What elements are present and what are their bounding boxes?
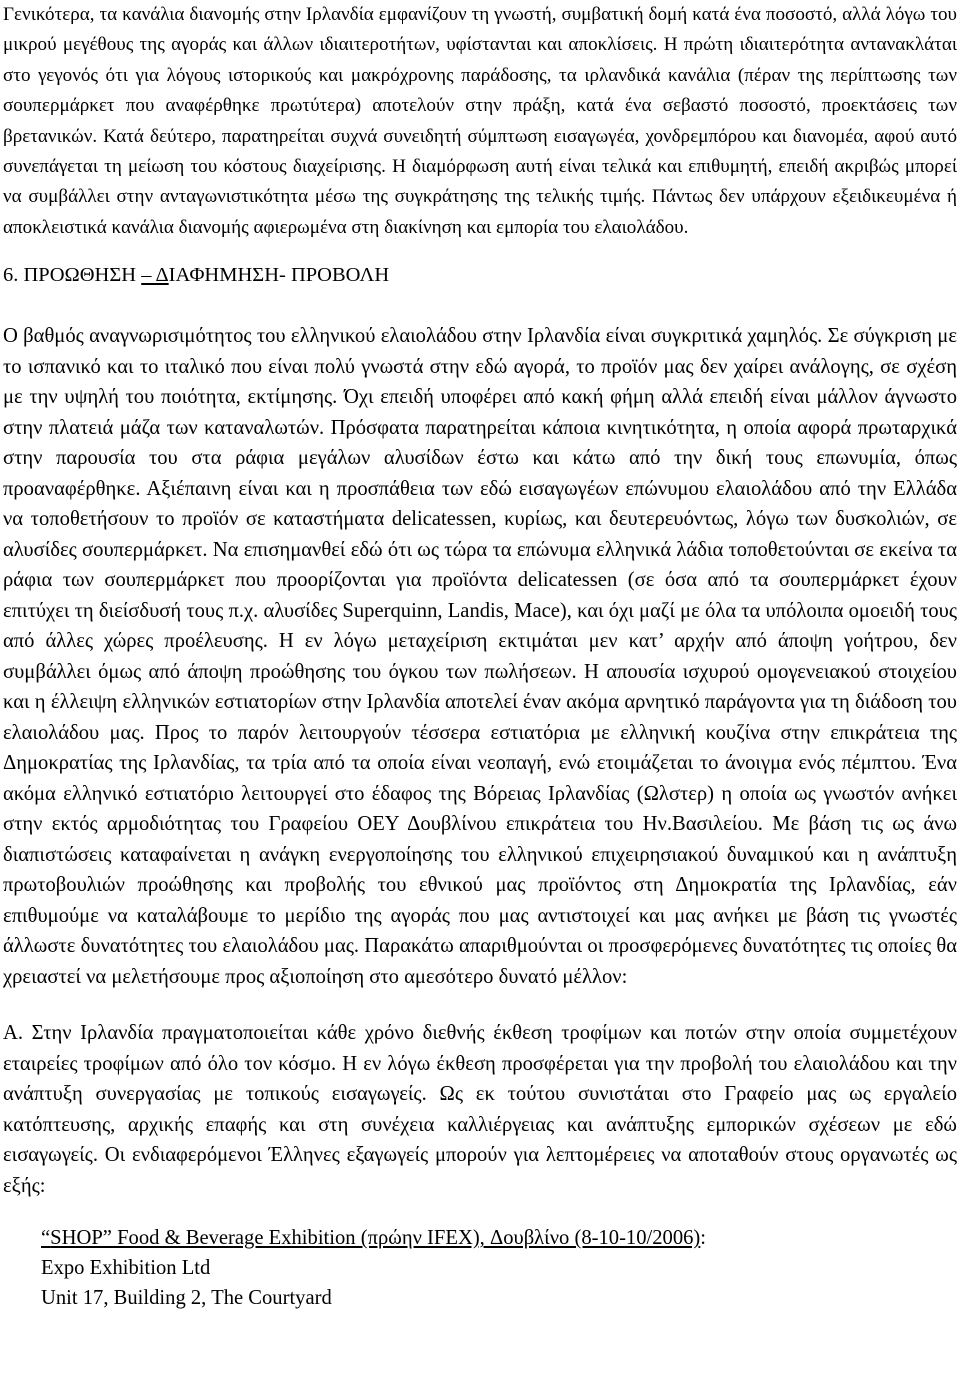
exhibition-title: SHOP” Food & Beverage Exhibition (πρώην IFEX), Δουβλίνο (8-10-10/2006): [50, 1227, 701, 1250]
exhibition-address-block: [3, 1223, 957, 1313]
exhibition-title-line: [41, 1223, 957, 1253]
paragraph-exhibition: Α. Στην Ιρλανδία πραγματοποιείται κάθε χρόνο διεθνής έκθεση τροφίμων και ποτών στην οποία συμμετέχουν εταιρείες τροφίμων από όλο τον κόσμο. Η εν λόγω έκθεση προσφέρεται για την προβολή του ελαιολάδου και την ανάπτυξη συνεργασίας με τοπικούς εισαγωγείς. Ως εκ τούτου συνιστάται στο Γραφείο μας ως εργαλείο κατόπτευσης, αρχικής επαφής και στη συνέχεια καλλιέργειας και ανάπτυξης εμπορικών σχέσεων με εδώ εισαγωγείς. Οι ενδιαφερόμενοι Έλληνες εξαγωγείς μπορούν για λεπτομέρειες να αποταθούν στους οργανωτές ως εξής:: [3, 1022, 957, 1197]
exhibition-title-prefix: “: [41, 1227, 51, 1250]
paragraph-distribution-channels: Γενικότερα, τα κανάλια διανομής στην Ιρλανδία εμφανίζουν τη γνωστή, συμβατική δομή κατά ένα ποσοστό, αλλά λόγω του μικρού μεγέθους της αγοράς και άλλων ιδιαιτεροτήτων, υφίστανται και αποκλίσεις. Η πρώτη ιδιαιτερότητα αντανακλάται στο γεγονός ότι για λόγους ιστορικούς και μακρόχρονης παράδοσης, τα ιρλανδικά κανάλια (πέραν της περίπτωσης των σουπερμάρκετ που αναφέρθηκε πρωτύτερα) αποτελούν στην πράξη, κατά ένα σεβαστό ποσοστό, προεκτάσεις των βρετανικών. Κατά δεύτερο, παρατηρείται συχνά συνειδητή σύμπτωση εισαγωγέα, χονδρεμπόρου και διανομέα, αφού αυτό συνεπάγεται τη μείωση του κόστους διαχείρισης. Η διαμόρφωση αυτή είναι τελικά και επιθυμητή, επειδή ακριβώς μπορεί να συμβάλλει στην ανταγωνιστικότητα μέσω της συγκράτησης της τελικής τιμής. Πάντως δεν υπάρχουν εξειδικευμένα ή αποκλειστικά κανάλια διανομής αφιερωμένα στη διακίνηση και εμπορία του ελαιολάδου.: [3, 4, 957, 238]
exhibition-title-suffix: :: [700, 1227, 707, 1250]
heading-part-1: 6. ΠΡΟΩΘΗΣΗ: [3, 264, 142, 287]
address-line-unit: Unit 17, Building 2, The Courtyard: [41, 1287, 332, 1310]
heading-part-2: ΙΑΦΗΜΗΣΗ- ΠΡΟΒΟΛΗ: [168, 264, 390, 287]
address-line-company: Expo Exhibition Ltd: [41, 1257, 211, 1280]
section-heading: [3, 260, 957, 290]
heading-part-underlined: – Δ: [141, 264, 169, 287]
paragraph-promotion: Ο βαθμός αναγνωρισιμότητος του ελληνικού ελαιολάδου στην Ιρλανδία είναι συγκριτικά χαμηλός. Σε σύγκριση με το ισπανικό και το ιταλικό που είναι πολύ γνωστά στην εδώ αγορά, το προϊόν μας δεν χαίρει ανάλογης, σε σχέση με την υψηλή του ποιότητα, εκτίμησης. Όχι επειδή υποφέρει από κακή φήμη αλλά επειδή είναι μάλλον άγνωστο στην πλατειά μάζα των καταναλωτών. Πρόσφατα παρατηρείται κάποια κινητικότητα, η οποία αφορά πρωταρχικά στην παρουσία του στα ράφια μεγάλων αλυσίδων έστω και κάτω από την δική τους επωνυμία, όπως προαναφέρθηκε. Αξιέπαινη είναι και η προσπάθεια των εδώ εισαγωγέων επώνυμου ελαιολάδου από την Ελλάδα να τοποθετήσουν το προϊόν σε καταστήματα delicatessen, κυρίως, και δευτερευόντως, λόγω των δυσκολιών, σε αλυσίδες σουπερμάρκετ. Να επισημανθεί εδώ ότι ως τώρα τα επώνυμα ελληνικά λάδια τοποθετούνται σε εκείνα τα ράφια των σουπερμάρκετ που προορίζονται για προϊόντα delicatessen (σε όσα από τα σουπερμάρκετ έχουν επιτύχει τη διείσδυσή τους π.χ. αλυσίδες Superquinn, Landis, Mace), και όχι μαζί με όλα τα υπόλοιπα ομοειδή τους από άλλες χώρες προέλευσης. Η εν λόγω μεταχείριση εκτιμάται μεν κατ’ αρχήν από άποψη γοήτρου, δεν συμβάλλει όμως από άποψη προώθησης του όγκου των πωλήσεων. Η απουσία ισχυρού ομογενειακού στοιχείου και η έλλειψη ελληνικών εστιατορίων στην Ιρλανδία αποτελεί έναν ακόμα αρνητικό παράγοντα για τη διάδοση του ελαιολάδου μας. Προς το παρόν λειτουργούν τέσσερα εστιατόρια με ελληνική κουζίνα στην επικράτεια της Δημοκρατίας της Ιρλανδίας, τα τρία από τα οποία είναι νεοπαγή, ενώ ετοιμάζεται το άνοιγμα ενός πέμπτου. Ένα ακόμα ελληνικό εστιατόριο λειτουργεί στο έδαφος της Βόρειας Ιρλανδίας (Ωλστερ) η οποία ως γνωστόν ανήκει στην εκτός αρμοδιότητας του Γραφείου ΟΕΥ Δουβλίνου επικράτεια του Ην.Βασιλείου. Με βάση τις ως άνω διαπιστώσεις καταφαίνεται η ανάγκη ενεργοποίησης του ελληνικού επιχειρησιακού δυναμικού και η ανάπτυξη πρωτοβουλιών προώθησης και προβολής του εθνικού μας προϊόντος στη Δημοκρατία της Ιρλανδίας, εάν επιθυμούμε να καταλάβουμε το μερίδιο της αγοράς που μας αντιστοιχεί και μας ανήκει με βάση τις γνωστές άλλωστε δυνατότητες του ελαιολάδου μας. Παρακάτω απαριθμούνται οι προσφερόμενες δυνατότητες τις οποίες θα χρειαστεί να μελετήσουμε προς αξιοποίηση στο αμεσότερο δυνατό μέλλον:: [3, 325, 957, 988]
